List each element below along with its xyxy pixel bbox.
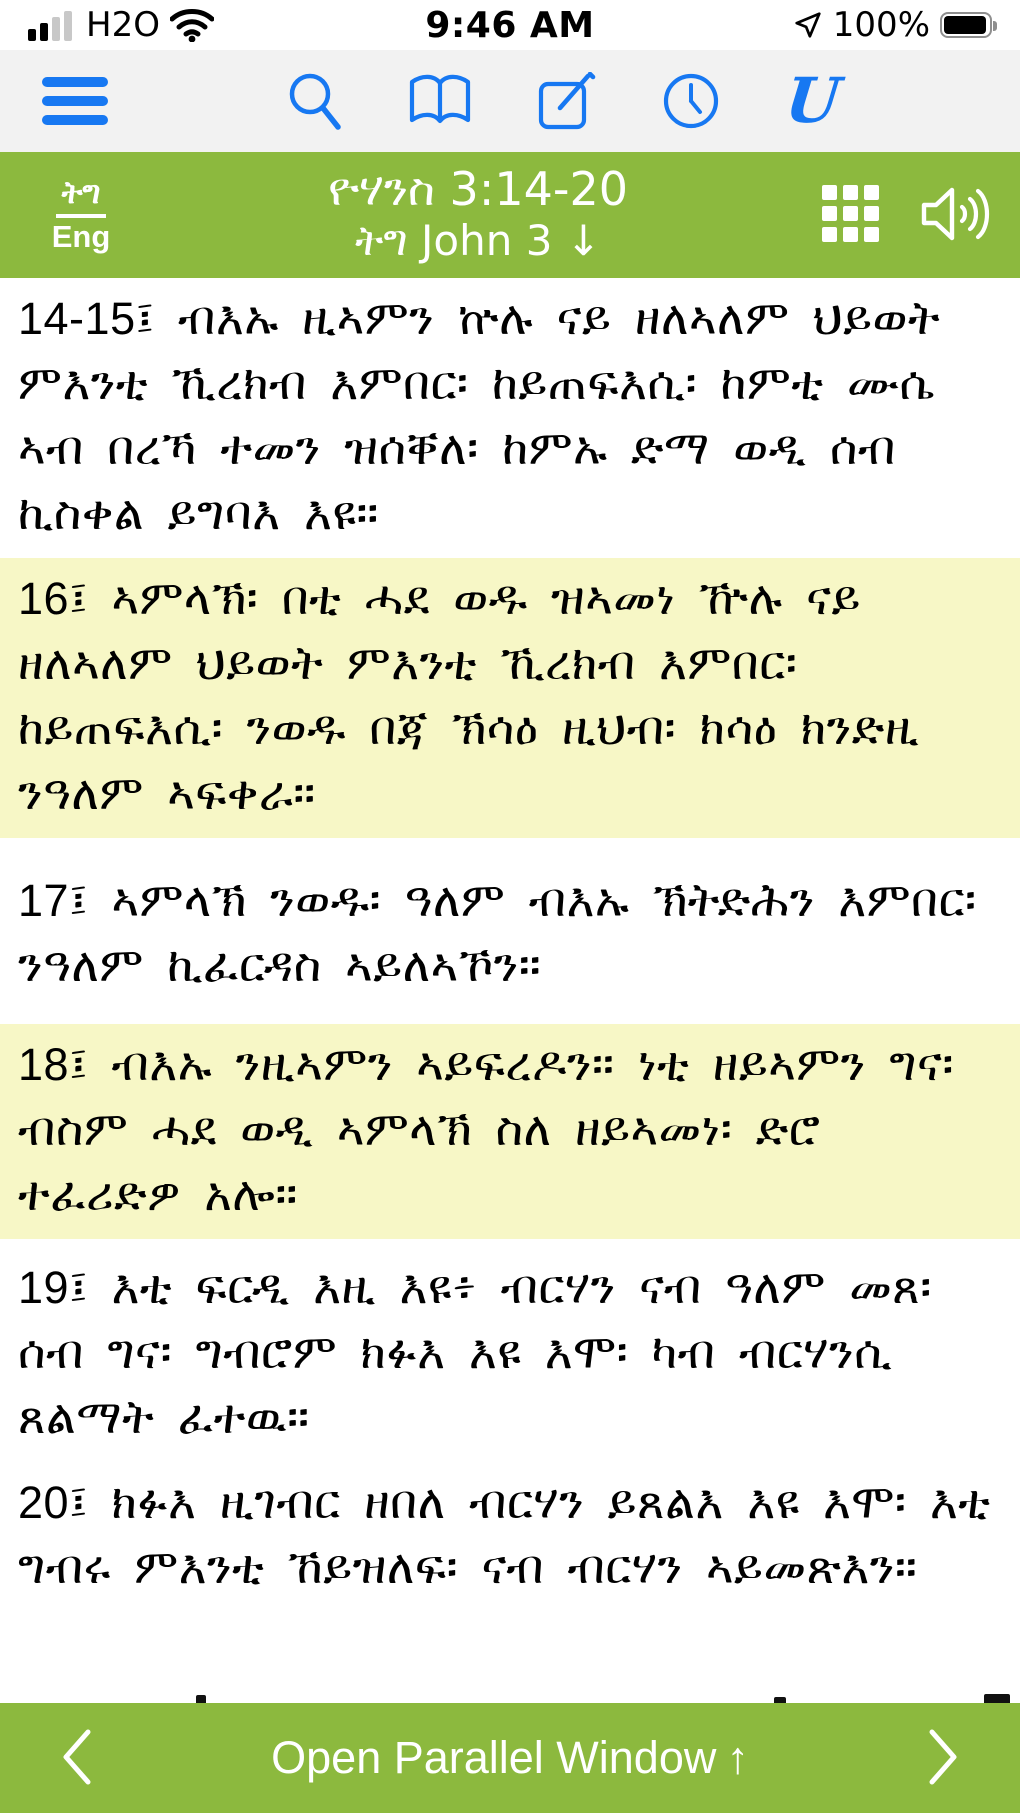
verse-block-19[interactable] <box>0 1239 1020 1462</box>
open-book-icon <box>408 74 472 128</box>
verse-number-separator: ፤ <box>69 1476 89 1529</box>
menu-button[interactable] <box>42 75 108 127</box>
verse-number-separator: ፤ <box>69 1038 89 1091</box>
verse-text: ኣምላኽ ንወዱ፡ ዓለም ብእኡ ኽትድሕን እምበር፡ ንዓለም ኪፈርዳስ ኣይለኣኾን። <box>18 873 977 993</box>
verse-text: ኣምላኽ፡ በቲ ሓደ ወዱ ዝኣመነ ዅሉ ናይ ዘለኣለም ህይወት ምእንቲ ኺረክብ እምበር፡ ከይጠፍእሲ፡ ንወዱ በጃ ኽሳዕ ዚህብ፡ ክሳዕ ክንድዚ ንዓለም ኣፍቀራ። <box>18 571 920 821</box>
scroll-down-arrow-icon: ↓ <box>565 216 601 266</box>
grid-icon <box>820 183 882 245</box>
battery-percent: 100% <box>832 5 930 45</box>
passage-title-button[interactable] <box>136 163 820 266</box>
verse-number-separator: ፤ <box>69 874 89 927</box>
passage-reference: ዮሃንስ 3:14-20 <box>327 162 628 217</box>
verse-block-14-15[interactable] <box>0 278 1020 558</box>
verse-number: 18 <box>18 1039 70 1090</box>
location-arrow-icon <box>793 10 823 40</box>
notes-button[interactable] <box>538 72 596 130</box>
u-logo-icon: U <box>782 64 844 137</box>
app-logo-button[interactable] <box>782 64 844 137</box>
status-bar <box>0 0 1020 50</box>
hamburger-icon <box>42 75 108 127</box>
up-arrow-icon: ↑ <box>726 1732 749 1783</box>
chevron-left-icon <box>60 1728 94 1786</box>
verse-number: 17 <box>18 875 70 926</box>
passage-sub-reference: ትግ John 3 <box>355 216 553 266</box>
verse-number: 19 <box>18 1262 70 1313</box>
audio-button[interactable] <box>920 181 994 250</box>
next-chapter-button[interactable] <box>926 1728 960 1789</box>
history-button[interactable] <box>662 72 720 130</box>
open-parallel-window-label: Open Parallel Window <box>271 1732 717 1783</box>
compose-icon <box>538 72 596 130</box>
verse-text: ብእኡ ንዚኣምን ኣይፍረዶን። ነቲ ዘይኣምን ግና፡ ብስም ሓደ ወዲ ኣምላኽ ስለ ዘይኣመነ፡ ድሮ ተፈሪድዎ አሎ። <box>18 1037 954 1222</box>
clock-icon <box>662 72 720 130</box>
verse-list <box>0 278 1020 1612</box>
battery-icon <box>940 12 992 38</box>
verse-block-16[interactable] <box>0 558 1020 838</box>
passage-header <box>0 152 1020 278</box>
language-primary-label: ትግ <box>56 176 107 218</box>
verse-text: እቲ ፍርዲ እዚ እዩ፥ ብርሃን ናብ ዓለም መጸ፡ ሰብ ግና፡ ግብሮም ክፉእ እዩ እሞ፡ ካብ ብርሃንሲ ጸልማት ፈተዉ። <box>18 1260 932 1445</box>
verse-block-18[interactable] <box>0 1024 1020 1239</box>
app-toolbar <box>0 50 1020 152</box>
verse-number-separator: ፤ <box>135 292 155 345</box>
verse-grid-button[interactable] <box>820 183 882 248</box>
verse-number: 20 <box>18 1477 70 1528</box>
open-parallel-window-button[interactable] <box>94 1732 926 1784</box>
verse-number-separator: ፤ <box>69 1261 89 1314</box>
wifi-icon <box>170 8 214 42</box>
verse-number: 14-15 <box>18 293 136 344</box>
verse-block-17[interactable] <box>0 838 1020 1024</box>
verse-block-20[interactable] <box>0 1462 1020 1612</box>
verse-number: 16 <box>18 573 70 624</box>
bookmarks-button[interactable] <box>408 74 472 128</box>
language-toggle-button[interactable] <box>26 176 136 254</box>
cellular-signal-icon <box>28 9 76 41</box>
parallel-window-bar <box>0 1703 1020 1813</box>
search-button[interactable] <box>286 71 342 131</box>
chevron-right-icon <box>926 1728 960 1786</box>
verse-text: ክፉእ ዚገብር ዘበለ ብርሃን ይጸልእ እዩ እሞ፡ እቲ ግብሩ ምእንቲ ኸይዝለፍ፡ ናብ ብርሃን ኣይመጽእን። <box>18 1475 991 1595</box>
speaker-icon <box>920 181 994 247</box>
previous-chapter-button[interactable] <box>60 1728 94 1789</box>
verse-text: ብእኡ ዚኣምን ኵሉ ናይ ዘለኣለም ህይወት ምእንቲ ኺረክብ እምበር፡ ከይጠፍእሲ፡ ከምቲ ሙሴ ኣብ በረኻ ተመን ዝሰቐለ፡ ከምኡ ድማ ወዲ ሰብ ኪስቀል ይግባእ እዩ። <box>18 291 941 541</box>
verse-number-separator: ፤ <box>69 572 89 625</box>
carrier-label: H2O <box>86 5 160 45</box>
clock-time: 9:46 AM <box>425 4 595 46</box>
search-icon <box>286 71 342 131</box>
language-secondary-label: Eng <box>51 219 111 254</box>
